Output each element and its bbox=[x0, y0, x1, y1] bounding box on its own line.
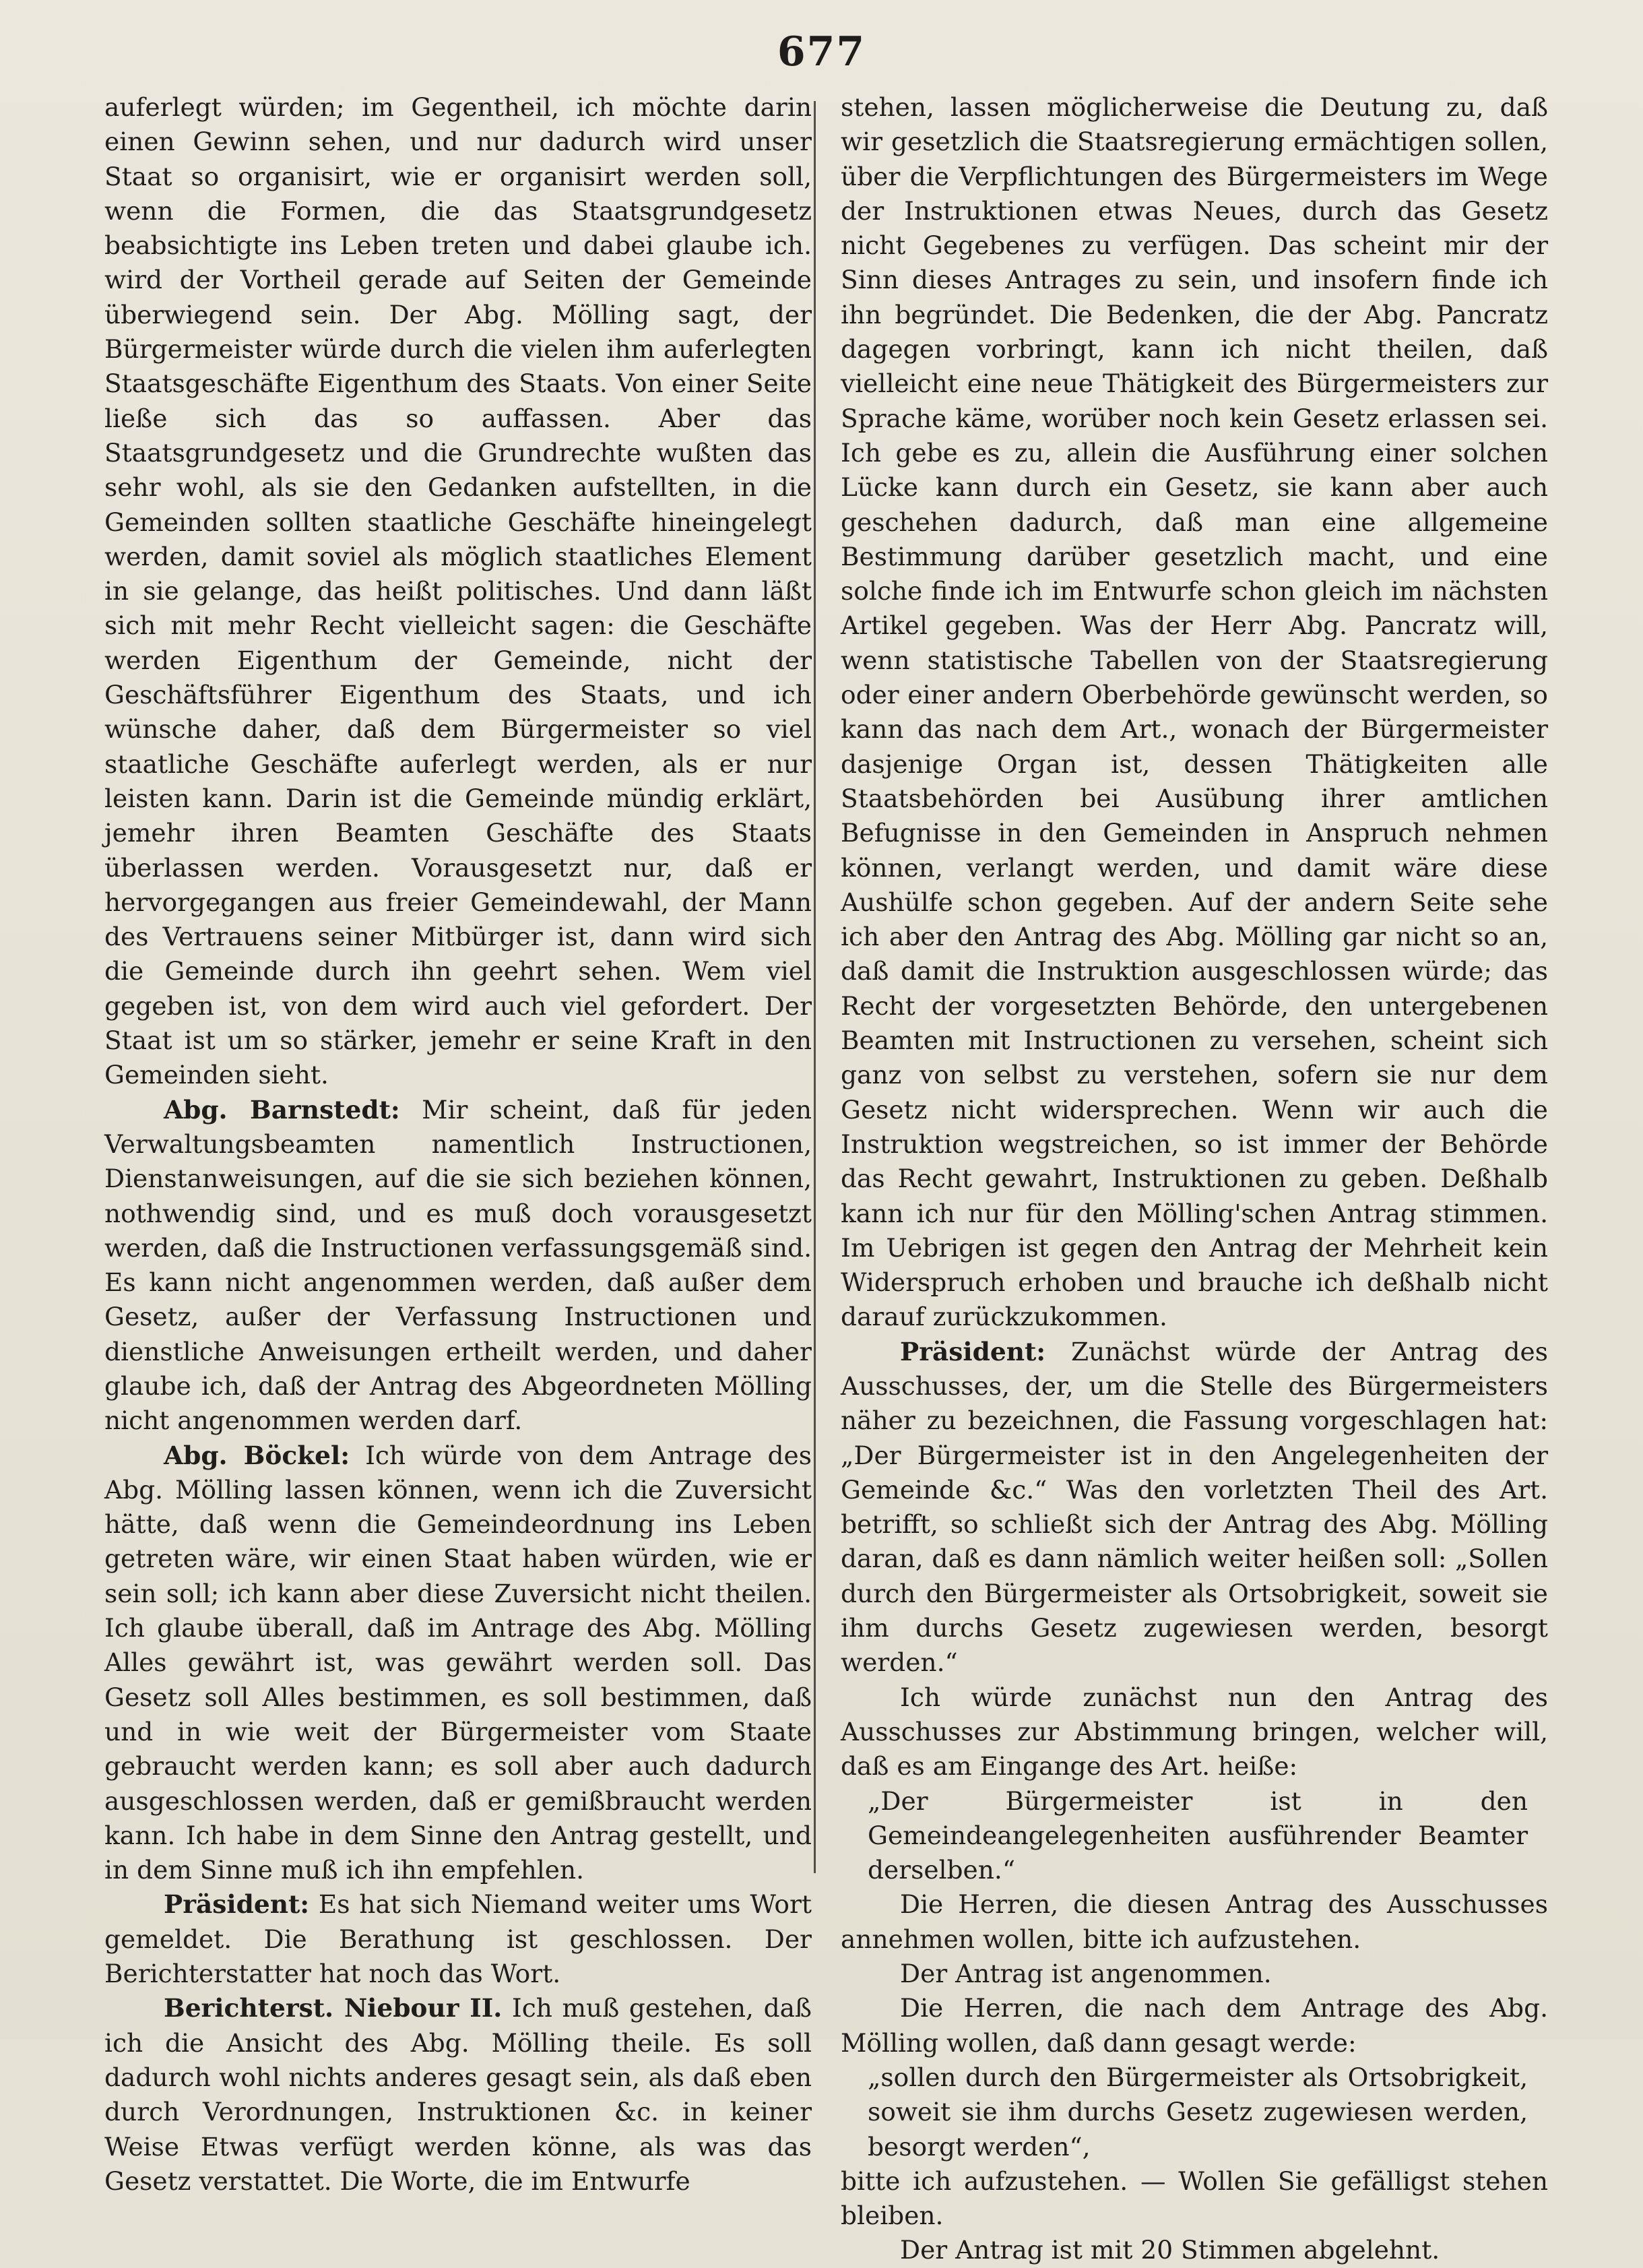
paragraph-text: Mir scheint, daß für jeden Verwaltungsbeamten namentlich Instructionen, Dienstanweisungen, auf die sie sich beziehen können, nothwendig sind, und es muß doch vorausgesetzt werden, daß die Instructionen verfassungsgemäß sind. Es kann nicht angenommen werden, daß außer dem Gesetz, außer der Verfassung Instructionen und dienstliche Anweisungen ertheilt werden, und daher glaube ich, daß der Antrag des Abgeordneten Mölling nicht angenommen werden darf. bbox=[104, 1094, 812, 1436]
paragraph bbox=[104, 1093, 812, 1439]
page-number: 677 bbox=[777, 28, 866, 75]
paragraph bbox=[841, 1335, 1548, 1680]
speaker-name: Präsident: bbox=[164, 1889, 310, 1920]
paragraph-text: Der Antrag ist mit 20 Stimmen abgelehnt. bbox=[900, 2235, 1440, 2265]
paragraph bbox=[841, 2233, 1548, 2267]
paragraph-text: Ich würde von dem Antrage des Abg. Mölling lassen können, wenn ich die Zuversicht hätte, daß wenn die Gemeindeordnung ins Leben getreten wäre, wir einen Staat haben würden, wie er sein soll; ich kann aber diese Zuversicht nicht theilen. Ich glaube überall, daß im Antrage des Abg. Mölling Alles gewährt ist, was gewährt werden soll. Das Gesetz soll Alles bestimmen, es soll bestimmen, daß und in wie weit der Bürgermeister vom Staate gebraucht werden kann; es soll aber auch dadurch ausgeschlossen werden, daß er gemißbraucht werden kann. Ich habe in dem Sinne den Antrag gestellt, und in dem Sinne muß ich ihn empfehlen. bbox=[104, 1440, 812, 1885]
paragraph-text: „sollen durch den Bürgermeister als Ortsobrigkeit, soweit sie ihm durchs Gesetz zugewiesen werden, besorgt werden“, bbox=[868, 2062, 1528, 2162]
paragraph-text: auferlegt würden; im Gegentheil, ich möchte darin einen Gewinn sehen, und nur dadurch wird unser Staat so organisirt, wie er organisirt werden soll, wenn die Formen, die das Staatsgrundgesetz beabsichtigte ins Leben treten und dabei glaube ich. wird der Vortheil gerade auf Seiten der Gemeinde überwiegend sein. Der Abg. Mölling sagt, der Bürgermeister würde durch die vielen ihm auferlegten Staatsgeschäfte Eigenthum des Staats. Von einer Seite ließe sich das so auffassen. Aber das Staatsgrundgesetz und die Grundrechte wußten das sehr wohl, als sie den Gedanken aufstellten, in die Gemeinden sollten staatliche Geschäfte hineingelegt werden, damit soviel als möglich staatliches Element in sie gelange, das heißt politisches. Und dann läßt sich mit mehr Recht vielleicht sagen: die Geschäfte werden Eigenthum der Gemeinde, nicht der Geschäftsführer Eigenthum des Staats, und ich wünsche daher, daß dem Bürgermeister so viel staatliche Geschäfte auferlegt werden, als er nur leisten kann. Darin ist die Gemeinde mündig erklärt, jemehr ihren Beamten Geschäfte des Staats überlassen werden. Vorausgesetzt nur, daß er hervorgegangen aus freier Gemeindewahl, der Mann des Vertrauens seiner Mitbürger ist, dann wird sich die Gemeinde durch ihn geehrt sehen. Wem viel gegeben ist, von dem wird auch viel gefordert. Der Staat ist um so stärker, jemehr er seine Kraft in den Gemeinden sieht. bbox=[104, 92, 812, 1090]
speaker-name: Präsident: bbox=[900, 1336, 1046, 1366]
paragraph bbox=[104, 1991, 812, 2199]
paragraph-text: „Der Bürgermeister ist in den Gemeindeangelegenheiten ausführender Beamter derselben.“ bbox=[868, 1786, 1528, 1885]
paragraph bbox=[104, 1439, 812, 1888]
paragraph-text: Ich würde zunächst nun den Antrag des Ausschusses zur Abstimmung bringen, welcher will, daß es am Eingange des Art. heiße: bbox=[841, 1682, 1548, 1782]
paragraph bbox=[841, 1680, 1548, 1784]
paragraph-text: Der Antrag ist angenommen. bbox=[900, 1959, 1272, 1989]
paragraph-text: bitte ich aufzustehen. — Wollen Sie gefälligst stehen bleiben. bbox=[841, 2166, 1548, 2231]
left-column bbox=[104, 90, 812, 2199]
paragraph-text: Es hat sich Niemand weiter ums Wort gemeldet. Die Berathung ist geschlossen. Der Berichterstatter hat noch das Wort. bbox=[104, 1889, 812, 1989]
paragraph-text: stehen, lassen möglicherweise die Deutung zu, daß wir gesetzlich die Staatsregierung ermächtigen sollen, über die Verpflichtungen des Bürgermeisters im Wege der Instruktionen etwas Neues, durch das Gesetz nicht Gegebenes zu verfügen. Das scheint mir der Sinn dieses Antrages zu sein, und insofern finde ich ihn begründet. Die Bedenken, die der Abg. Pancratz dagegen vorbringt, kann ich nicht theilen, daß vielleicht eine neue Thätigkeit des Bürgermeisters zur Sprache käme, worüber noch kein Gesetz erlassen sei. Ich gebe es zu, allein die Ausführung einer solchen Lücke kann durch ein Gesetz, sie kann aber auch geschehen dadurch, daß man eine allgemeine Bestimmung darüber gesetzlich macht, und eine solche finde ich im Entwurfe schon gleich im nächsten Artikel gegeben. Was der Herr Abg. Pancratz will, wenn statistische Tabellen von der Staatsregierung oder einer andern Oberbehörde gewünscht werden, so kann das nach dem Art., wonach der Bürgermeister dasjenige Organ ist, dessen Thätigkeiten alle Staatsbehörden bei Ausübung ihrer amtlichen Befugnisse in den Gemeinden in Anspruch nehmen können, verlangt werden, und damit wäre diese Aushülfe schon gegeben. Auf der andern Seite sehe ich aber den Antrag des Abg. Mölling gar nicht so an, daß damit die Instruktion ausgeschlossen würde; das Recht der vorgesetzten Behörde, den untergebenen Beamten mit Instructionen zu versehen, scheint sich ganz von selbst zu verstehen, sofern sie nur dem Gesetz nicht widersprechen. Wenn wir auch die Instruktion wegstreichen, so ist immer der Behörde das Recht gewahrt, Instruktionen zu geben. Deßhalb kann ich nur für den Mölling'schen Antrag stimmen. Im Uebrigen ist gegen den Antrag der Mehrheit kein Widerspruch erhoben und brauche ich deßhalb nicht darauf zurückzukommen. bbox=[841, 92, 1548, 1332]
speaker-name: Abg. Barnstedt: bbox=[164, 1094, 400, 1125]
paragraph bbox=[841, 1887, 1548, 1957]
paragraph bbox=[104, 90, 812, 1093]
paragraph bbox=[841, 1991, 1548, 2060]
paragraph bbox=[841, 2164, 1548, 2234]
paragraph-text: Ich muß gestehen, daß ich die Ansicht des Abg. Mölling theile. Es soll dadurch wohl nichts anderes gesagt sein, als daß eben durch Verordnungen, Instruktionen &c. in keiner Weise Etwas verfügt werden könne, als was das Gesetz verstattet. Die Worte, die im Entwurfe bbox=[104, 1993, 812, 2196]
right-column bbox=[841, 90, 1548, 2268]
paragraph-text: Die Herren, die diesen Antrag des Ausschusses annehmen wollen, bitte ich aufzustehen. bbox=[841, 1889, 1548, 1954]
paragraph bbox=[841, 90, 1548, 1335]
paragraph-text: Die Herren, die nach dem Antrage des Abg. Mölling wollen, daß dann gesagt werde: bbox=[841, 1993, 1548, 2058]
paragraph bbox=[841, 1957, 1548, 1991]
paragraph-text: Zunächst würde der Antrag des Ausschusses, der, um die Stelle des Bürgermeisters näher zu bezeichnen, die Fassung vorgeschlagen hat: „Der Bürgermeister ist in den Angelegenheiten der Gemeinde &c.“ Was den vorletzten Theil des Art. betrifft, so schließt sich der Antrag des Abg. Mölling daran, daß es dann nämlich weiter heißen soll: „Sollen durch den Bürgermeister als Ortsobrigkeit, soweit sie ihm durchs Gesetz zugewiesen werden, besorgt werden.“ bbox=[841, 1336, 1548, 1678]
paragraph bbox=[104, 1887, 812, 1991]
quoted-paragraph bbox=[841, 1784, 1548, 1888]
speaker-name: Abg. Böckel: bbox=[164, 1440, 350, 1470]
speaker-name: Berichterst. Niebour II. bbox=[164, 1993, 503, 2023]
column-divider bbox=[814, 101, 816, 1873]
quoted-paragraph bbox=[841, 2060, 1548, 2164]
